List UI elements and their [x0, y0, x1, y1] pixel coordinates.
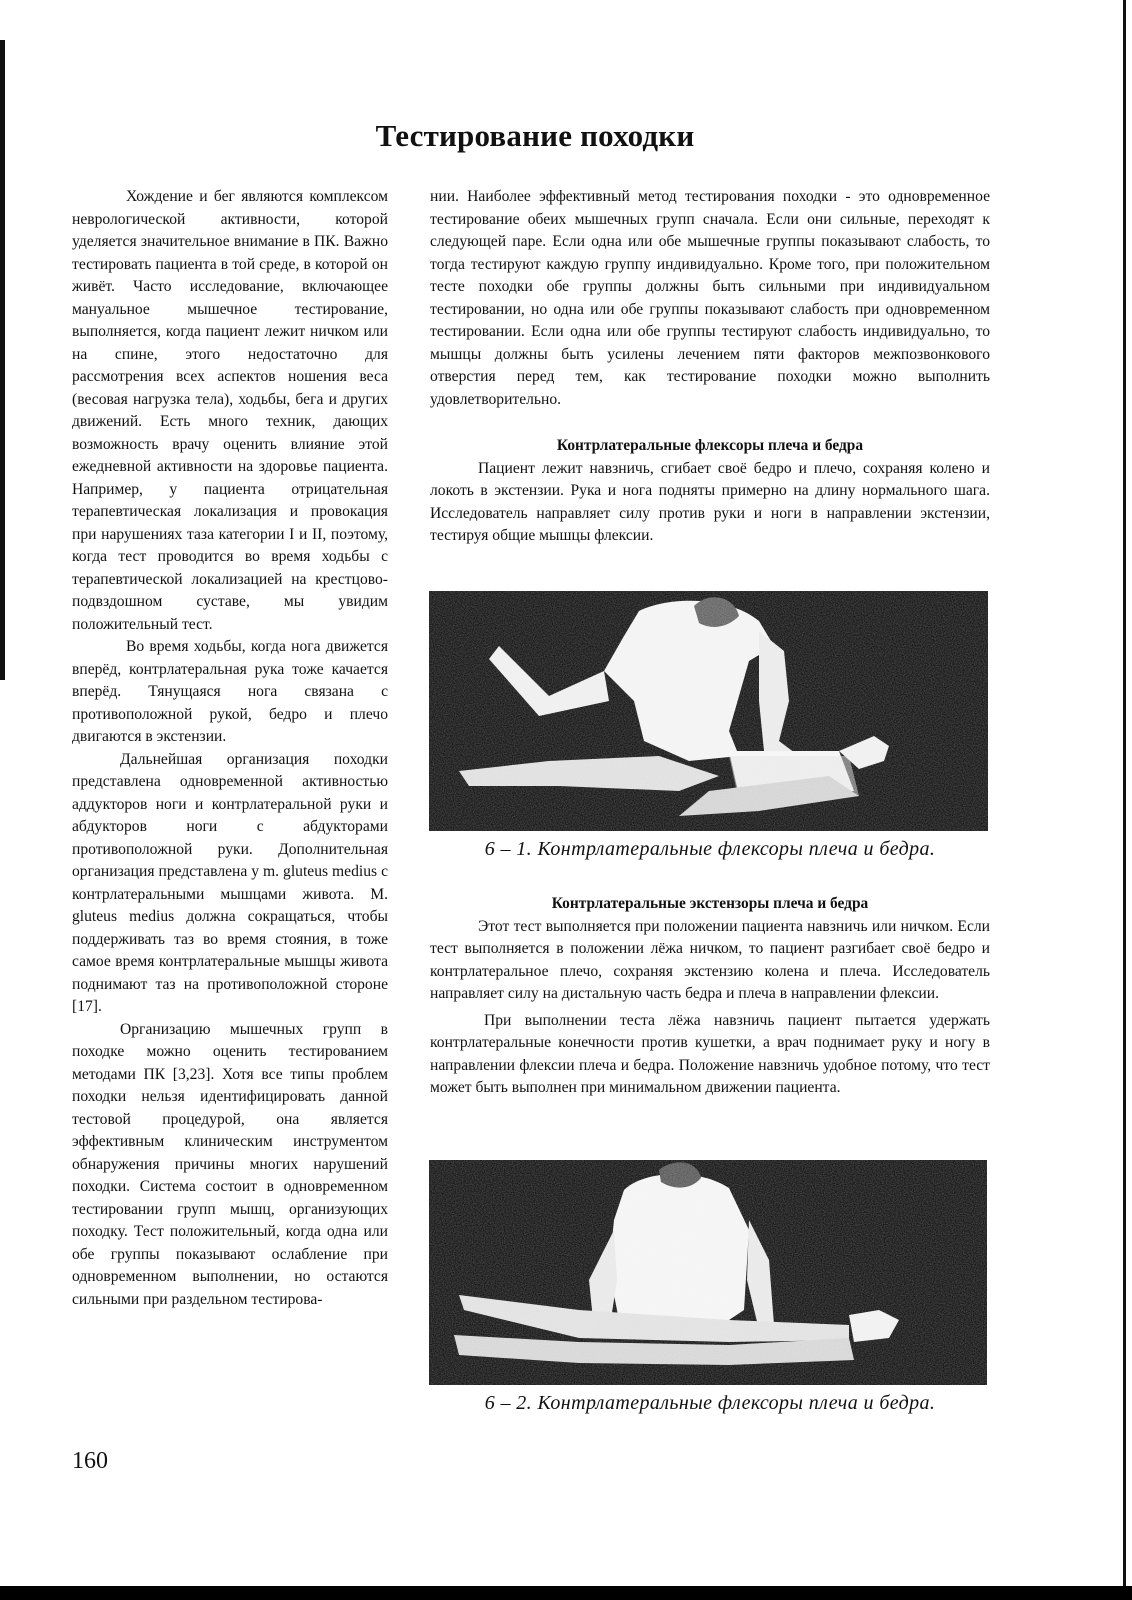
right-column-lower: [430, 893, 990, 1100]
left-column: [72, 186, 388, 1311]
figure-photo-2: [429, 1160, 987, 1385]
paragraph: Хождение и бег являются комплексом неврологической активности, которой уделяется значительное внимание в ПК. Важно тестировать пациента в той среде, в которой он живёт. Часто исследование, включающее мануальное мышечное тестирование, выполняется, когда пациент лежит ничком или на спине, этого недостаточно для рассмотрения всех аспектов ношения веса (весовая нагрузка тела), ходьбы, бега и других движений. Есть много техник, дающих возможность врачу оценить влияние этой ежедневной активности на здоровье пациента. Например, у пациента отрицательная терапевтическая локализация и провокация при нарушениях таза категории I и II, поэтому, когда тест проводится во время ходьбы с терапевтической локализацией на крестцово-подвздошном суставе, мы увидим положительный тест.: [72, 188, 388, 633]
right-column: [430, 186, 990, 548]
scan-edge-bottom: [0, 1586, 1132, 1600]
paragraph: Этот тест выполняется при положении пациента навзничь или ничком. Если тест выполняется в положении лёжа ничком, то пациент разгибает своё бедро и контрлатеральное плечо, сохраняя экстензию колена и плеча. Исследователь направляет силу на дистальную часть бедра и плеча в направлении флексии.: [430, 917, 990, 1002]
section-heading: Контрлатеральные флексоры плеча и бедра: [556, 437, 864, 454]
section-heading: Контрлатеральные экстензоры плеча и бедра: [551, 895, 869, 912]
figure-2-caption: 6 – 2. Контрлатеральные флексоры плеча и бедра.: [484, 1392, 936, 1414]
page-number: 160: [72, 1448, 108, 1474]
paragraph: Дальнейшая организация походки представлена одновременной активностью аддукторов ноги и контрлатеральной руки и абдукторов ноги с абдукторами противоположной руки. Дополнительная организация представлена у m. gluteus medius с контрлатеральными мышцами живота. M. gluteus medius должна сокращаться, чтобы поддерживать таз во время стояния, в тоже самое время контрлатеральные мышцы живота поднимают таз на противоположной стороне [17].: [72, 750, 388, 1015]
paragraph: Во время ходьбы, когда нога движется вперёд, контрлатеральная рука тоже качается вперёд. Тянущаяся нога связана с противоположной рукой, бедро и плечо двигаются в экстензии.: [72, 638, 388, 745]
paragraph: Пациент лежит навзничь, сгибает своё бедро и плечо, сохраняя колено и локоть в экстензии. Рука и нога подняты примерно на длину нормального шага. Исследователь направляет силу против руки и ноги в направлении экстензии, тестируя общие мышцы флексии.: [430, 459, 990, 544]
photo-contralateral-extensors: [429, 1160, 987, 1385]
paragraph: нии. Наиболее эффективный метод тестирования походки - это одновременное тестирование обеих мышечных групп сначала. Если они сильные, переходят к следующей паре. Если одна или обе мышечные группы показывают слабость, то тогда тестируют каждую группу индивидуально. Кроме того, при положительном тесте походки обе группы должны быть сильными при индивидуальном тестировании, но одна или обе группы показывают слабость при одновременном тестировании. Если одна или обе группы тестируют слабость индивидуально, то мышцы должны быть усилены лечением пяти факторов межпозвонкового отверстия перед тем, как тестирование походки можно выполнить удовлетворительно.: [430, 188, 990, 408]
paragraph: При выполнении теста лёжа навзничь пациент пытается удержать контрлатеральные конечности против кушетки, а врач поднимает руку и ногу в направлении флексии плеча и бедра. Положение навзничь удобное потому, что тест может быть выполнен при минимальном движении пациента.: [430, 1011, 990, 1096]
figure-photo-1: [429, 591, 988, 831]
page-title: Тестирование походки: [375, 118, 695, 153]
photo-contralateral-flexors: [429, 591, 988, 831]
paragraph: Организацию мышечных групп в походке можно оценить тестированием методами ПК [3,23]. Хотя все типы проблем походки нельзя идентифицировать данной тестовой процедурой, она является эффективным клиническим инструментом обнаружения причины многих нарушений походки. Система состоит в одновременном тестировании групп мышц, организующих походку. Тест положительный, когда одна или обе группы показывают ослабление при одновременном выполнении, но остаются сильными при раздельном тестирова-: [72, 1020, 388, 1308]
scan-edge-right: [1123, 0, 1126, 1600]
figure-1-caption: 6 – 1. Контрлатеральные флексоры плеча и бедра.: [484, 838, 936, 860]
